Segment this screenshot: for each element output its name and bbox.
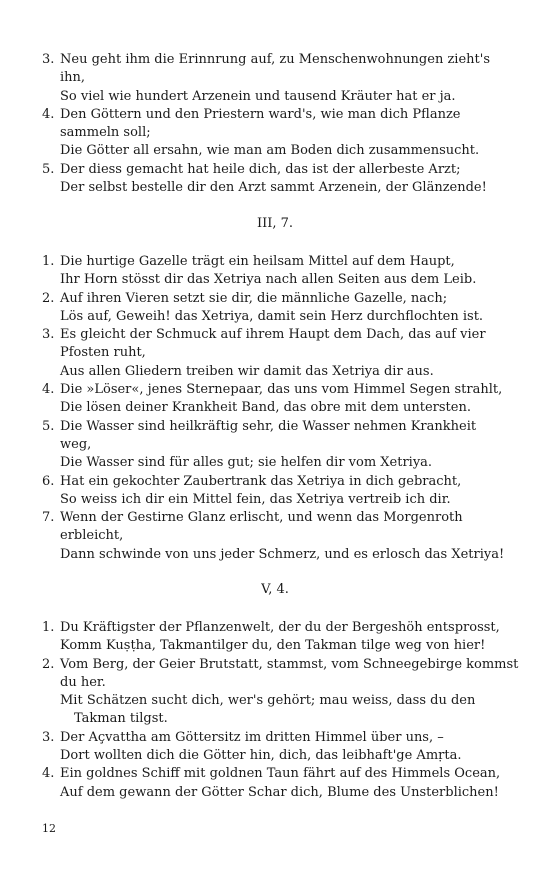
- verse-number: 3.: [42, 327, 55, 343]
- verse-line: Du Kräftigster der Pflanzenwelt, der du der Bergeshöh entsprosst,: [60, 620, 500, 635]
- verse-line: Lös auf, Geweih! das Xetriya, damit sein Herz durchflochten ist.: [60, 308, 484, 324]
- section-heading: III, 7.: [256, 216, 294, 231]
- verse-line: du her.: [60, 674, 106, 690]
- verse: [42, 765, 501, 802]
- verse-number: 5.: [42, 418, 55, 434]
- section-continuation: [42, 51, 490, 197]
- verse-line: Pfosten ruht,: [60, 345, 146, 361]
- verse-number: 6.: [42, 473, 55, 489]
- verse-line: Hat ein gekochter Zaubertrank das Xetriya in dich gebracht,: [60, 473, 462, 489]
- verse: [42, 418, 482, 473]
- verse-line: Neu geht ihm die Erinnrung auf, zu Menschenwohnungen zieht's: [60, 52, 490, 67]
- verse-line: Die Wasser sind für alles gut; sie helfen dir vom Xetriya.: [60, 455, 433, 471]
- verse: [42, 509, 505, 564]
- verse-number: 4.: [42, 106, 55, 122]
- verse-number: 1.: [42, 254, 55, 269]
- verse-line: Den Göttern und den Priestern ward's, wie man dich Pflanze: [60, 106, 461, 122]
- verse: [42, 381, 503, 418]
- verse-number: 2.: [42, 290, 55, 306]
- verse-number: 5.: [42, 161, 55, 177]
- verse-number: 4.: [42, 766, 55, 782]
- section-iii-7: [42, 253, 505, 564]
- verse-line: Dort wollten dich die Götter hin, dich, das leibhaft'ge Amṛta.: [60, 748, 462, 764]
- verse: [42, 619, 500, 656]
- verse: [42, 106, 482, 161]
- verse-number: 7.: [42, 510, 55, 526]
- verse-line: Die Götter all ersahn, wie man am Boden dich zusammensucht.: [60, 143, 480, 159]
- page-number: 12: [42, 822, 56, 835]
- verse: [42, 473, 482, 510]
- verse: [42, 290, 482, 327]
- verse-line: sammeln soll;: [60, 125, 151, 141]
- verse-line: Ihr Horn stösst dir das Xetriya nach allen Seiten aus dem Leib.: [60, 272, 477, 288]
- verse-line: Die lösen deiner Krankheit Band, das obre mit dem untersten.: [60, 400, 471, 416]
- verse-line: Mit Schätzen sucht dich, wer's gehört; mau weiss, dass du den: [60, 693, 476, 709]
- verse-line: Vom Berg, der Geier Brutstatt, stammst, vom Schneegebirge kommst: [60, 656, 519, 672]
- verse: [42, 729, 482, 766]
- verse-number: 3.: [42, 729, 55, 745]
- verse-line: ihn,: [60, 70, 86, 86]
- verse-line: Die Wasser sind heilkräftig sehr, die Wasser nehmen Krankheit: [60, 418, 477, 434]
- verse-line: Wenn der Gestirne Glanz erlischt, und wenn das Morgenroth: [60, 510, 463, 526]
- verse-line: So viel wie hundert Arzenein und tausend Kräuter hat er ja.: [60, 88, 456, 104]
- verse-line: erbleicht,: [60, 528, 124, 544]
- section-v-4: [42, 619, 519, 802]
- verse-line: Auf dem gewann der Götter Schar dich, Blume des Unsterblichen!: [60, 784, 499, 800]
- section-heading: V, 4.: [261, 582, 289, 597]
- verse: [42, 253, 482, 290]
- verse-line: Dann schwinde von uns jeder Schmerz, und es erlosch das Xetriya!: [60, 546, 505, 562]
- verse-line: weg,: [60, 436, 92, 452]
- verse-number: 2.: [42, 656, 55, 672]
- verse-number: 3.: [42, 52, 55, 67]
- verse-number: 4.: [42, 382, 55, 398]
- verse-number: 1.: [42, 620, 55, 635]
- verse: [42, 51, 490, 106]
- verse-line: Der diess gemacht hat heile dich, das ist der allerbeste Arzt;: [60, 161, 461, 177]
- verse: [42, 656, 519, 729]
- verse-line: So weiss ich dir ein Mittel fein, das Xetriya vertreib ich dir.: [60, 491, 451, 507]
- verse: [42, 326, 486, 381]
- verse-line: Die hurtige Gazelle trägt ein heilsam Mittel auf dem Haupt,: [60, 254, 455, 269]
- verse-line: Auf ihren Vieren setzt sie dir, die männliche Gazelle, nach;: [60, 290, 448, 306]
- verse-line: Der Açvattha am Göttersitz im dritten Himmel über uns, –: [60, 729, 444, 745]
- verse-line: Es gleicht der Schmuck auf ihrem Haupt dem Dach, das auf vier: [60, 327, 486, 343]
- verse: [42, 161, 487, 198]
- verse-line: Takman tilgst.: [74, 711, 168, 727]
- verse-line: Die »Löser«, jenes Sternepaar, das uns vom Himmel Segen strahlt,: [60, 382, 503, 398]
- verse-line: Ein goldnes Schiff mit goldnen Taun fährt auf des Himmels Ocean,: [60, 766, 501, 782]
- verse-line: Aus allen Gliedern treiben wir damit das Xetriya dir aus.: [60, 363, 434, 379]
- verse-line: Komm Kuṣṭha, Takmantilger du, den Takman tilge weg von hier!: [60, 638, 486, 654]
- verse-line: Der selbst bestelle dir den Arzt sammt Arzenein, der Glänzende!: [60, 180, 487, 196]
